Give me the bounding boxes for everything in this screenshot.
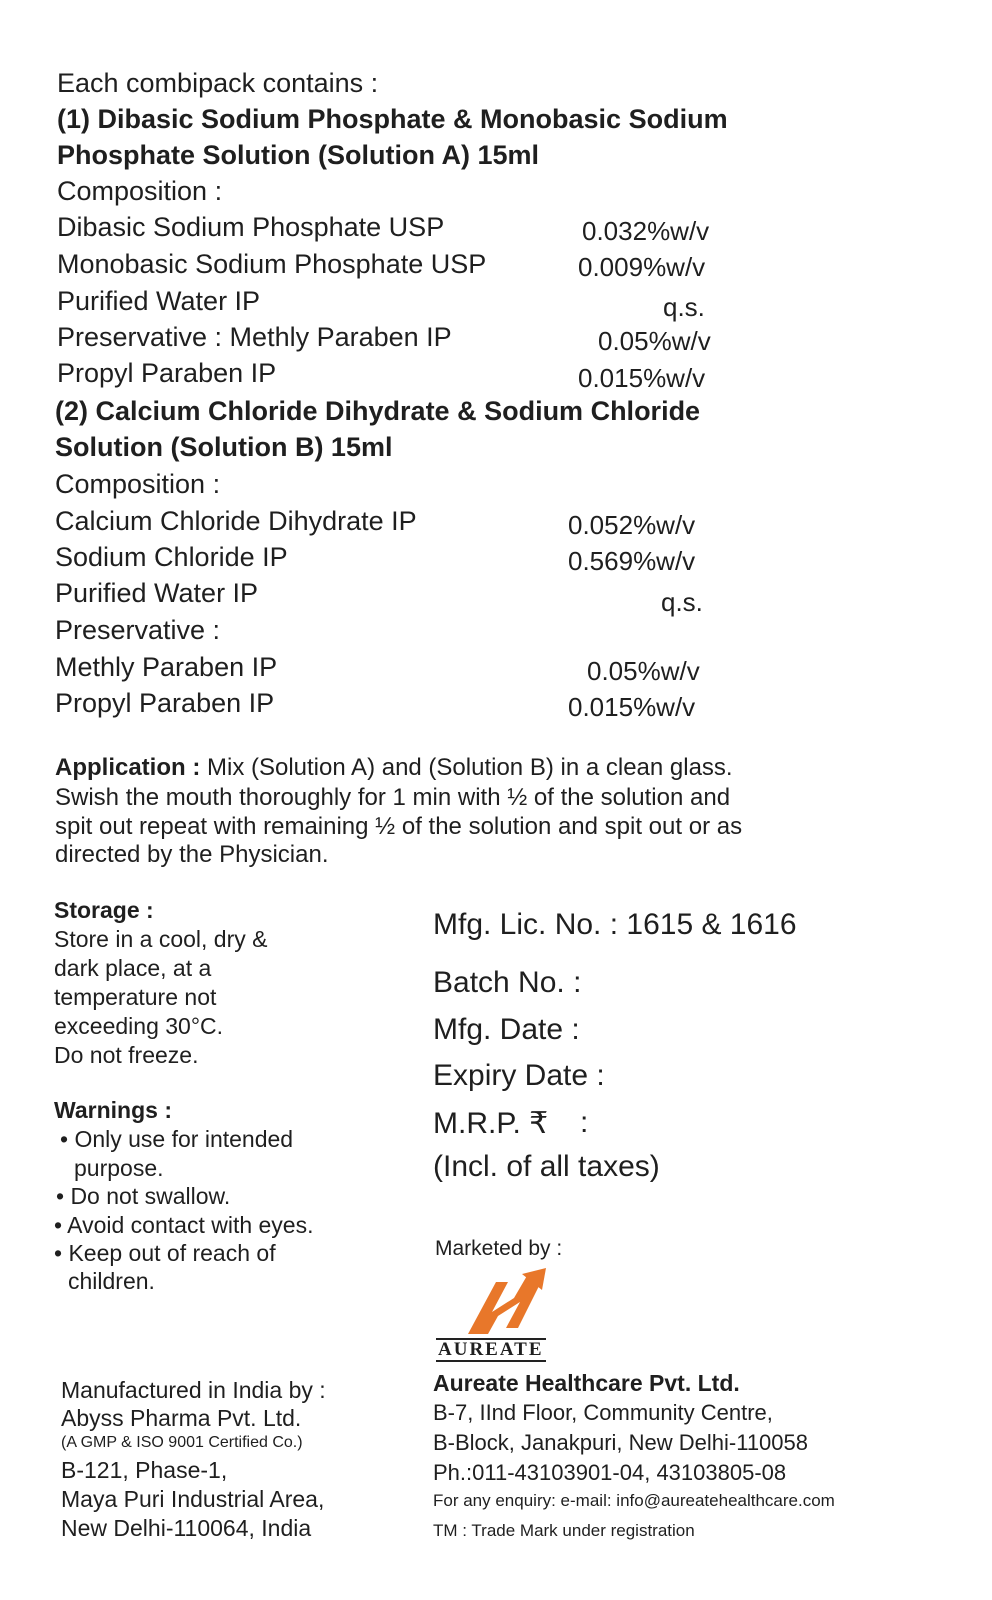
manufacturer-label: Manufactured in India by : — [61, 1377, 326, 1403]
solution-b-ingredient-value: q.s. — [661, 587, 703, 617]
solution-b-ingredient-value: 0.569%w/v — [568, 546, 696, 576]
solution-b-title-line1: (2) Calcium Chloride Dihydrate & Sodium Chloride — [55, 396, 701, 426]
mrp-label: M.R.P. ₹ — [433, 1107, 549, 1140]
mrp-colon: : — [580, 1106, 589, 1139]
combipack-intro: Each combipack contains : — [57, 68, 379, 98]
solution-b-ingredient-value: 0.015%w/v — [568, 692, 696, 722]
marketer-address-line2: B-Block, Janakpuri, New Delhi-110058 — [433, 1430, 808, 1455]
marketer-company-name: Aureate Healthcare Pvt. Ltd. — [433, 1370, 740, 1396]
application-text: Mix (Solution A) and (Solution B) in a clean glass. — [200, 754, 733, 781]
marketer-enquiry-email: For any enquiry: e-mail: info@aureatehealthcare.com — [433, 1491, 835, 1510]
solution-a-ingredient-value: 0.032%w/v — [582, 216, 710, 246]
solution-b-ingredient-name: Calcium Chloride Dihydrate IP — [55, 506, 417, 536]
warning-item: • Keep out of reach of — [54, 1240, 276, 1266]
solution-a-ingredient-value: q.s. — [663, 292, 705, 322]
warning-item-continued: purpose. — [74, 1155, 164, 1181]
warning-item: • Avoid contact with eyes. — [54, 1212, 314, 1238]
marketer-address-line1: B-7, IInd Floor, Community Centre, — [433, 1400, 773, 1425]
solution-a-ingredient-name: Monobasic Sodium Phosphate USP — [57, 249, 487, 279]
mfg-date-label: Mfg. Date : — [433, 1013, 580, 1046]
solution-b-title-line2: Solution (Solution B) 15ml — [55, 432, 393, 462]
aureate-logo-text: AUREATE — [438, 1339, 544, 1360]
manufacturer-certification: (A GMP & ISO 9001 Certified Co.) — [61, 1434, 303, 1451]
solution-a-title-line1: (1) Dibasic Sodium Phosphate & Monobasic Sodium — [57, 104, 728, 134]
solution-a-title-line2: Phosphate Solution (Solution A) 15ml — [57, 140, 539, 170]
solution-a-ingredient-name: Purified Water IP — [57, 286, 261, 316]
solution-a-ingredient-name: Propyl Paraben IP — [57, 358, 277, 388]
mfg-license-number: Mfg. Lic. No. : 1615 & 1616 — [433, 908, 797, 941]
marketer-phone: Ph.:011-43103901-04, 43103805-08 — [433, 1460, 787, 1485]
application-label: Application : — [55, 754, 201, 781]
solution-a-ingredient-name: Preservative : Methly Paraben IP — [57, 322, 452, 352]
solution-b-preservative-label: Preservative : — [55, 615, 221, 645]
solution-a-ingredient-value: 0.009%w/v — [578, 252, 706, 282]
storage-line: temperature not — [54, 984, 217, 1010]
storage-line: dark place, at a — [54, 955, 212, 981]
solution-a-ingredient-name: Dibasic Sodium Phosphate USP — [57, 212, 445, 242]
solution-b-composition-label: Composition : — [55, 469, 221, 499]
solution-b-ingredient-value: 0.05%w/v — [587, 656, 700, 686]
manufacturer-address-line2: Maya Puri Industrial Area, — [61, 1486, 325, 1512]
batch-number-label: Batch No. : — [433, 966, 582, 999]
storage-line: Do not freeze. — [54, 1042, 199, 1068]
solution-a-ingredient-value: 0.015%w/v — [578, 363, 706, 393]
warnings-label: Warnings : — [54, 1097, 172, 1123]
taxes-note: (Incl. of all taxes) — [433, 1150, 660, 1183]
expiry-date-label: Expiry Date : — [433, 1059, 605, 1092]
application-line3: spit out repeat with remaining ½ of the solution and spit out or as — [55, 813, 743, 840]
manufacturer-name: Abyss Pharma Pvt. Ltd. — [61, 1405, 302, 1431]
application-line4: directed by the Physician. — [55, 841, 329, 868]
aureate-logo-icon — [462, 1268, 554, 1338]
solution-a-composition-label: Composition : — [57, 176, 223, 206]
trademark-note: TM : Trade Mark under registration — [433, 1521, 695, 1540]
storage-label: Storage : — [54, 897, 154, 923]
solution-a-ingredient-value: 0.05%w/v — [598, 326, 711, 356]
storage-line: Store in a cool, dry & — [54, 926, 268, 952]
warning-item: • Only use for intended — [60, 1126, 294, 1152]
application-line2: Swish the mouth thoroughly for 1 min with ½ of the solution and — [55, 784, 731, 811]
solution-b-ingredient-value: 0.052%w/v — [568, 510, 696, 540]
solution-b-ingredient-name: Propyl Paraben IP — [55, 688, 275, 718]
manufacturer-address-line3: New Delhi-110064, India — [61, 1515, 312, 1541]
storage-line: exceeding 30°C. — [54, 1013, 224, 1039]
warning-item-continued: children. — [68, 1268, 155, 1294]
manufacturer-address-line1: B-121, Phase-1, — [61, 1457, 228, 1483]
application-line1 — [55, 753, 733, 782]
solution-b-ingredient-name: Sodium Chloride IP — [55, 542, 288, 572]
marketed-by-label: Marketed by : — [435, 1237, 563, 1260]
warning-item: • Do not swallow. — [56, 1183, 231, 1209]
solution-b-ingredient-name: Methly Paraben IP — [55, 652, 278, 682]
solution-b-ingredient-name: Purified Water IP — [55, 578, 259, 608]
